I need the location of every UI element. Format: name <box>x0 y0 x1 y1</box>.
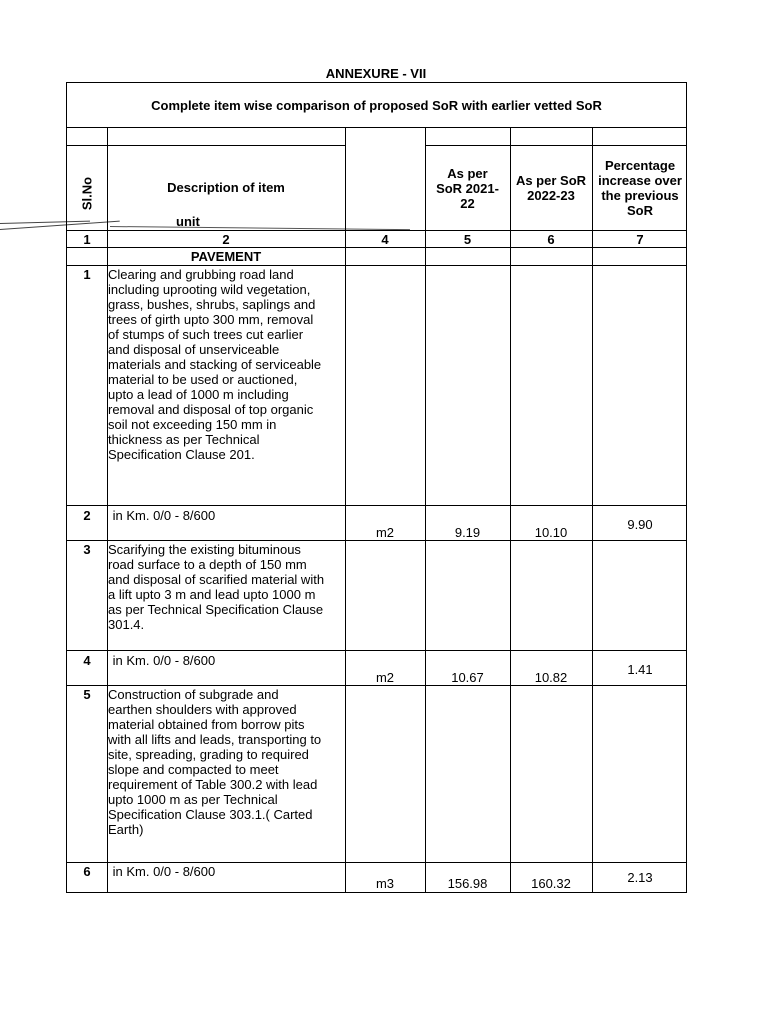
row-unit: m2 <box>375 670 395 685</box>
row-sl: 2 <box>83 508 91 523</box>
row-sor-2021: 9.19 <box>454 525 481 540</box>
row-percentage: 2.13 <box>627 870 653 885</box>
colnum-6: 6 <box>547 232 555 247</box>
row-unit: m2 <box>375 525 395 540</box>
annexure-heading: ANNEXURE - VII <box>325 66 427 81</box>
colnum-1: 1 <box>83 232 91 247</box>
row-description: in Km. 0/0 - 8/600 <box>109 508 216 523</box>
row-description: Construction of subgrade and earthen shoulders with approved material obtained from borrow pits with all lifts and leads, transporting to site, spreading, grading to required slope and compacted to meet requirement of Table 300.2 with lead upto 1000 m as per Technical Specification Clause 303.1.( Carted Earth) <box>108 687 322 837</box>
row-sor-2021: 156.98 <box>447 876 488 891</box>
row-sor-2022: 10.10 <box>534 525 568 540</box>
header-sl-no: Sl.No <box>79 176 95 211</box>
row-description: Clearing and grubbing road land including uprooting wild vegetation, grass, bushes, shrubs, saplings and trees of girth upto 300 mm, removal of stumps of such trees cut earlier and disposal of unserviceable materials and stacking of serviceable material to be used or auctioned, upto a lead of 1000 m including removal and disposal of top organic soil not exceeding 150 mm in thickness as per Technical Specification Clause 201. <box>108 267 322 462</box>
header-sor-2022: As per SoR 2022-23 <box>515 173 587 203</box>
header-sor-2021: As per SoR 2021- 22 <box>436 166 499 211</box>
colnum-7: 7 <box>636 232 644 247</box>
header-unit: unit <box>176 214 200 229</box>
row-sl: 6 <box>83 864 91 879</box>
colnum-4: 4 <box>381 232 389 247</box>
row-description: in Km. 0/0 - 8/600 <box>109 653 216 668</box>
colnum-2: 2 <box>222 232 230 247</box>
header-percentage: Percentage increase over the previous SoR <box>598 158 682 218</box>
colnum-5: 5 <box>463 232 472 247</box>
row-percentage: 1.41 <box>627 662 653 677</box>
comparison-table <box>66 82 687 893</box>
row-sl: 5 <box>83 687 91 702</box>
row-unit: m3 <box>375 876 395 891</box>
section-label: PAVEMENT <box>190 249 262 264</box>
row-description: Scarifying the existing bituminous road surface to a depth of 150 mm and disposal of scarified material with a lift upto 3 m and lead upto 1000 m as per Technical Specification Clause 301.4. <box>108 542 325 632</box>
row-description: in Km. 0/0 - 8/600 <box>109 864 216 879</box>
row-sl: 1 <box>83 267 91 282</box>
row-sl: 4 <box>83 653 91 668</box>
row-sor-2022: 10.82 <box>534 670 568 685</box>
header-description: Description of item <box>167 180 285 195</box>
row-sor-2021: 10.67 <box>451 670 484 685</box>
row-percentage: 9.90 <box>627 517 653 532</box>
table-title: Complete item wise comparison of proposed SoR with earlier vetted SoR <box>151 98 602 113</box>
row-sl: 3 <box>83 542 91 557</box>
row-sor-2022: 160.32 <box>531 876 571 891</box>
